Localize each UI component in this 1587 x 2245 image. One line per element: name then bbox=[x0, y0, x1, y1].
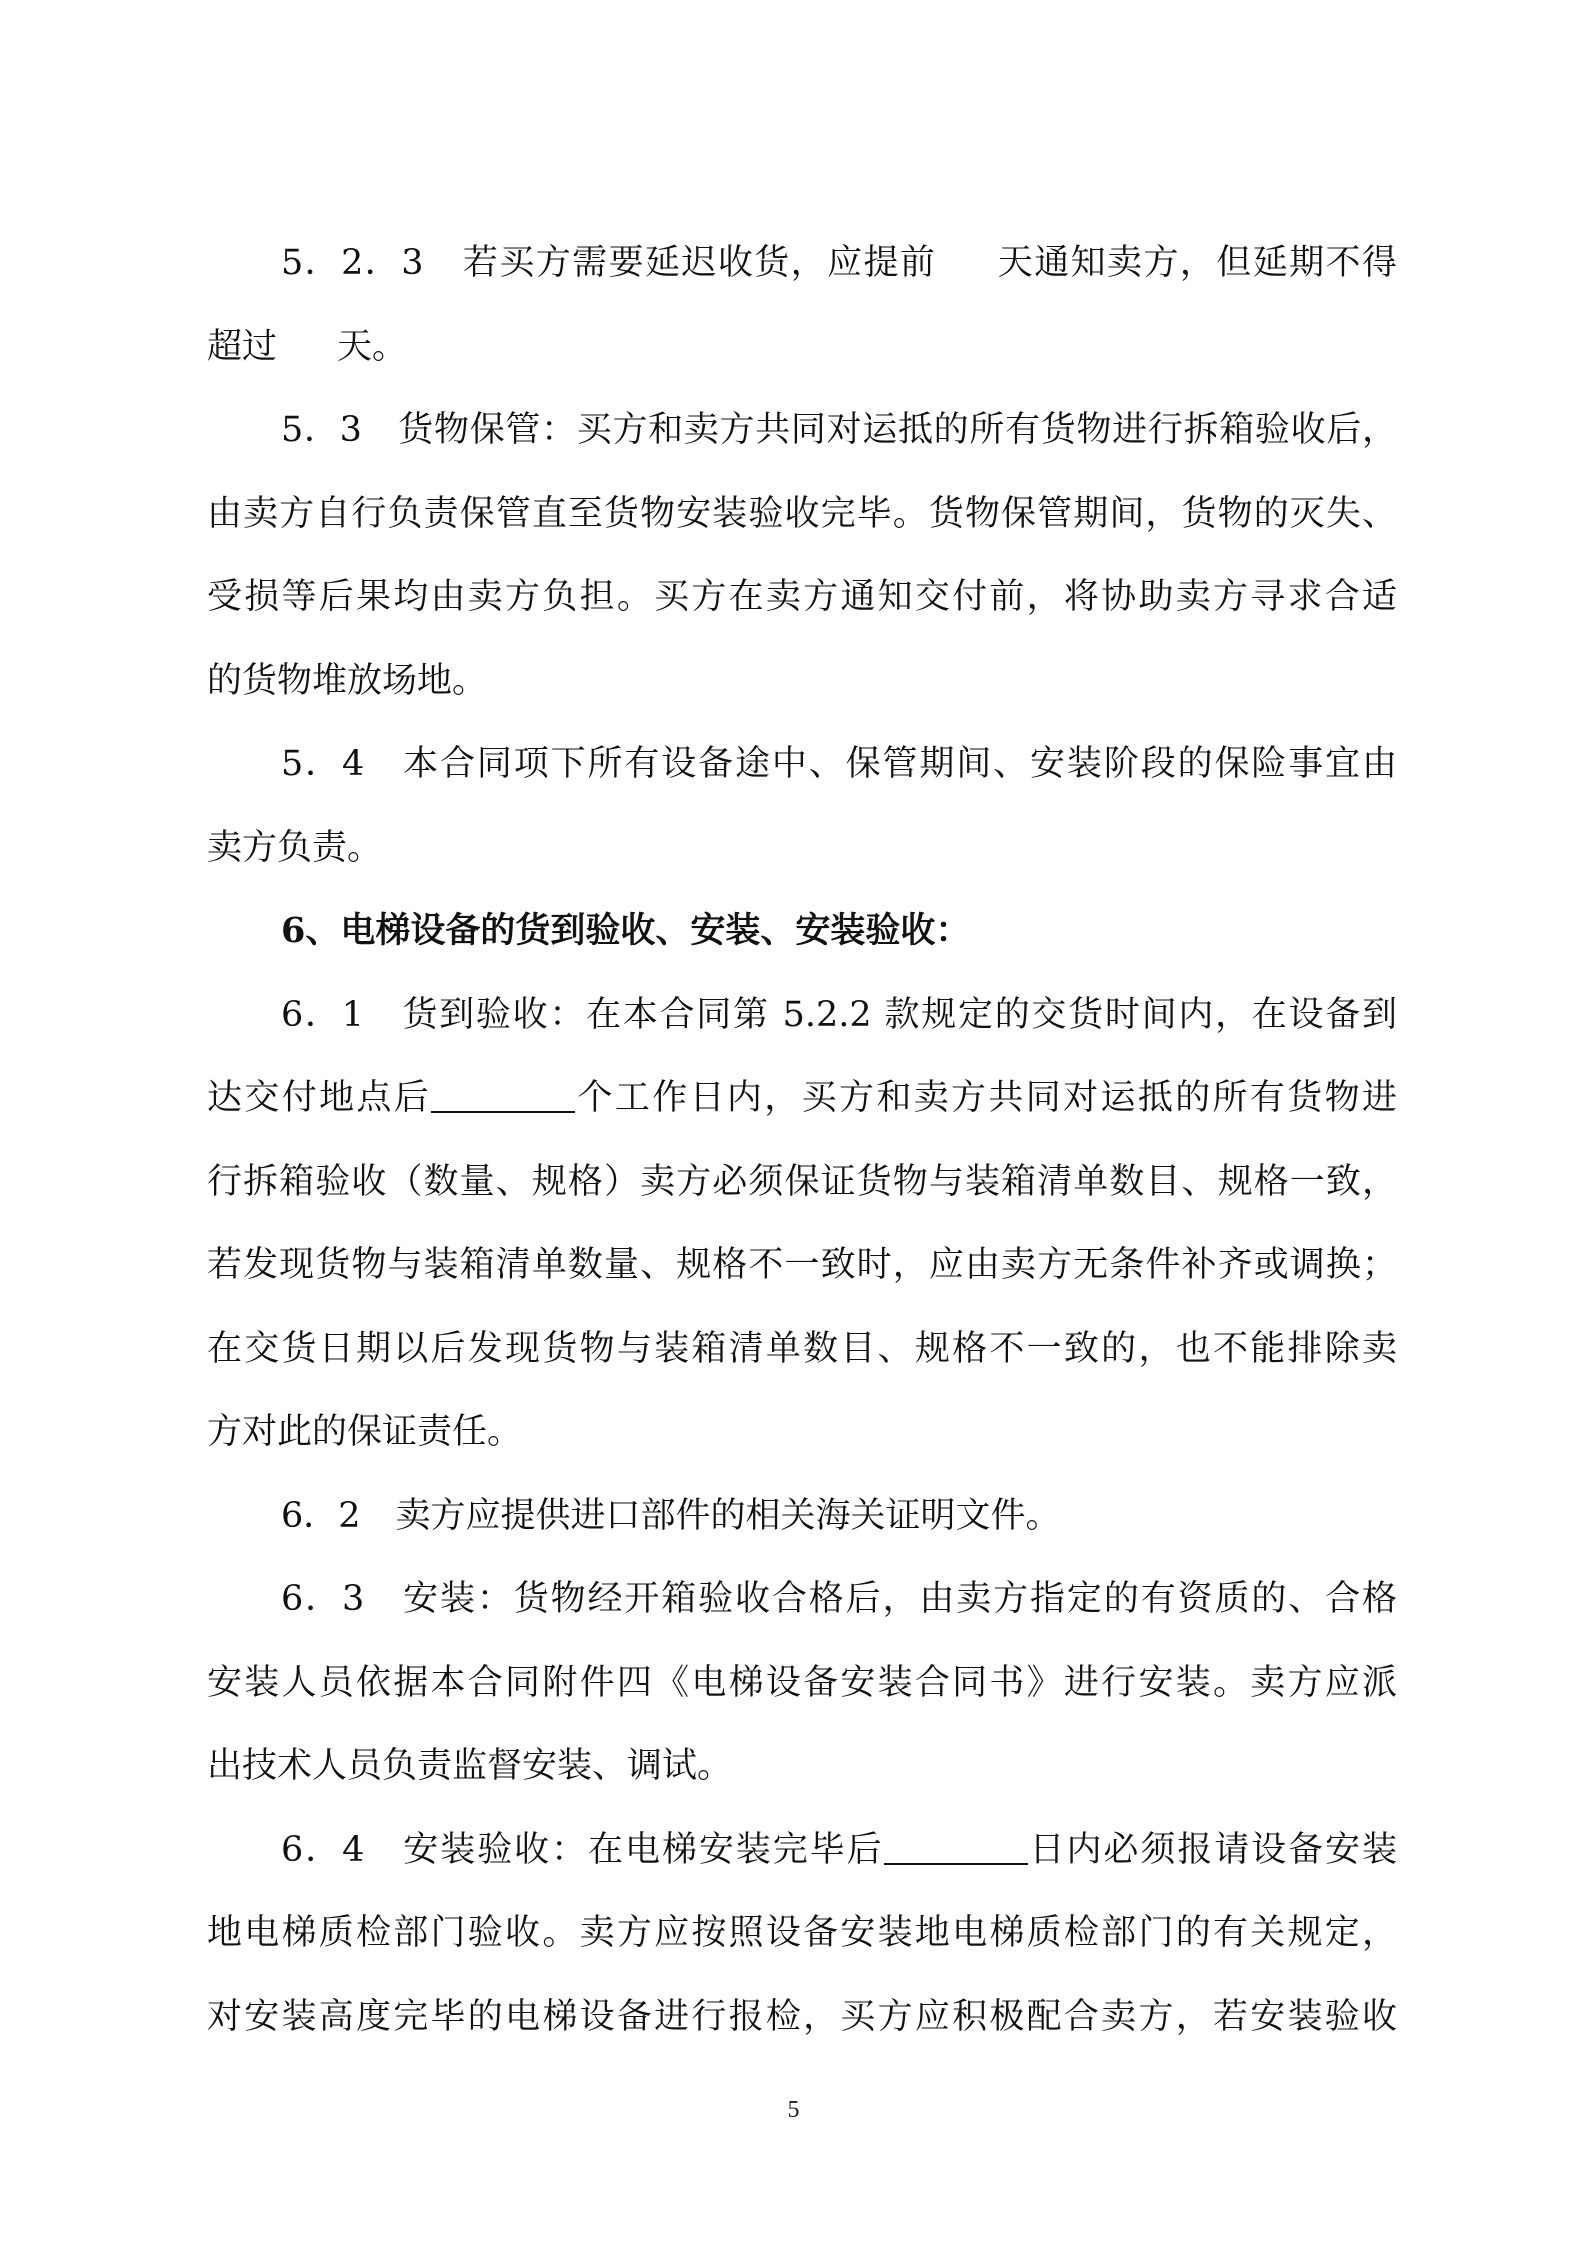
blank-inspection-days bbox=[884, 1827, 1028, 1865]
clause-6-4-line-1: 6．4 安装验收：在电梯安装完毕后 日内必须报请设备安装 bbox=[207, 1823, 1397, 1907]
clause-6-1-line-6: 方对此的保证责任。 bbox=[207, 1412, 523, 1452]
clause-6-4-line-2: 地电梯质检部门验收。卖方应按照设备安装地电梯质检部门的有关规定， bbox=[207, 1913, 1397, 1953]
clause-number: 5．2．3 bbox=[281, 243, 424, 283]
clause-5-3-line-1: 5．3 货物保管：买方和卖方共同对运抵的所有货物进行拆箱验收后， bbox=[281, 410, 1397, 450]
clause-6-1-line-1: 6．1 货到验收：在本合同第 5.2.2 款规定的交货时间内，在设备到 bbox=[281, 994, 1397, 1035]
clause-5-4-line-1: 5．4 本合同项下所有设备途中、保管期间、安装阶段的保险事宜由 bbox=[281, 744, 1397, 784]
clause-6-1-line-2: 达交付地点后 个工作日内，买方和卖方共同对运抵的所有货物进 bbox=[207, 1071, 1397, 1155]
clause-6-3-line-3: 出技术人员负责监督安装、调试。 bbox=[207, 1746, 733, 1786]
clause-6-3-line-1: 6．3 安装：货物经开箱验收合格后，由卖方指定的有资质的、合格 bbox=[281, 1579, 1397, 1619]
clause-6-1-line-3: 行拆箱验收（数量、规格）卖方必须保证货物与装箱清单数目、规格一致， bbox=[207, 1161, 1397, 1202]
clause-5-4-line-2: 卖方负责。 bbox=[207, 827, 383, 868]
clause-5-2-3-line-1: 5．2．3 若买方需要延迟收货，应提前 天通知卖方，但延期不得 bbox=[281, 243, 1397, 283]
clause-6-3-line-2: 安装人员依据本合同附件四《电梯设备安装合同书》进行安装。卖方应派 bbox=[207, 1662, 1397, 1703]
clause-6-1-line-5: 在交货日期以后发现货物与装箱清单数目、规格不一致的，也不能排除卖 bbox=[207, 1328, 1397, 1369]
blank-working-days bbox=[431, 1075, 575, 1113]
document-body bbox=[207, 236, 1397, 2073]
clause-5-3-line-4: 的货物堆放场地。 bbox=[207, 660, 488, 701]
clause-6-2-line-1: 6．2 卖方应提供进口部件的相关海关证明文件。 bbox=[281, 1495, 1061, 1536]
clause-5-2-3-line-2: 超过 天。 bbox=[207, 326, 408, 367]
page-number: 5 bbox=[787, 2097, 800, 2123]
clause-5-3-line-2: 由卖方自行负责保管直至货物安装验收完毕。货物保管期间，货物的灭失、 bbox=[207, 493, 1397, 534]
clause-6-4-line-3: 对安装高度完毕的电梯设备进行报检，买方应积极配合卖方，若安装验收 bbox=[207, 1996, 1397, 2037]
clause-6-1-line-4: 若发现货物与装箱清单数量、规格不一致时，应由卖方无条件补齐或调换； bbox=[207, 1245, 1397, 1285]
clause-5-3-line-3: 受损等后果均由卖方负担。买方在卖方通知交付前，将协助卖方寻求合适 bbox=[207, 577, 1397, 617]
section-6-heading: 6、电梯设备的货到验收、安装、安装验收： bbox=[281, 910, 971, 951]
